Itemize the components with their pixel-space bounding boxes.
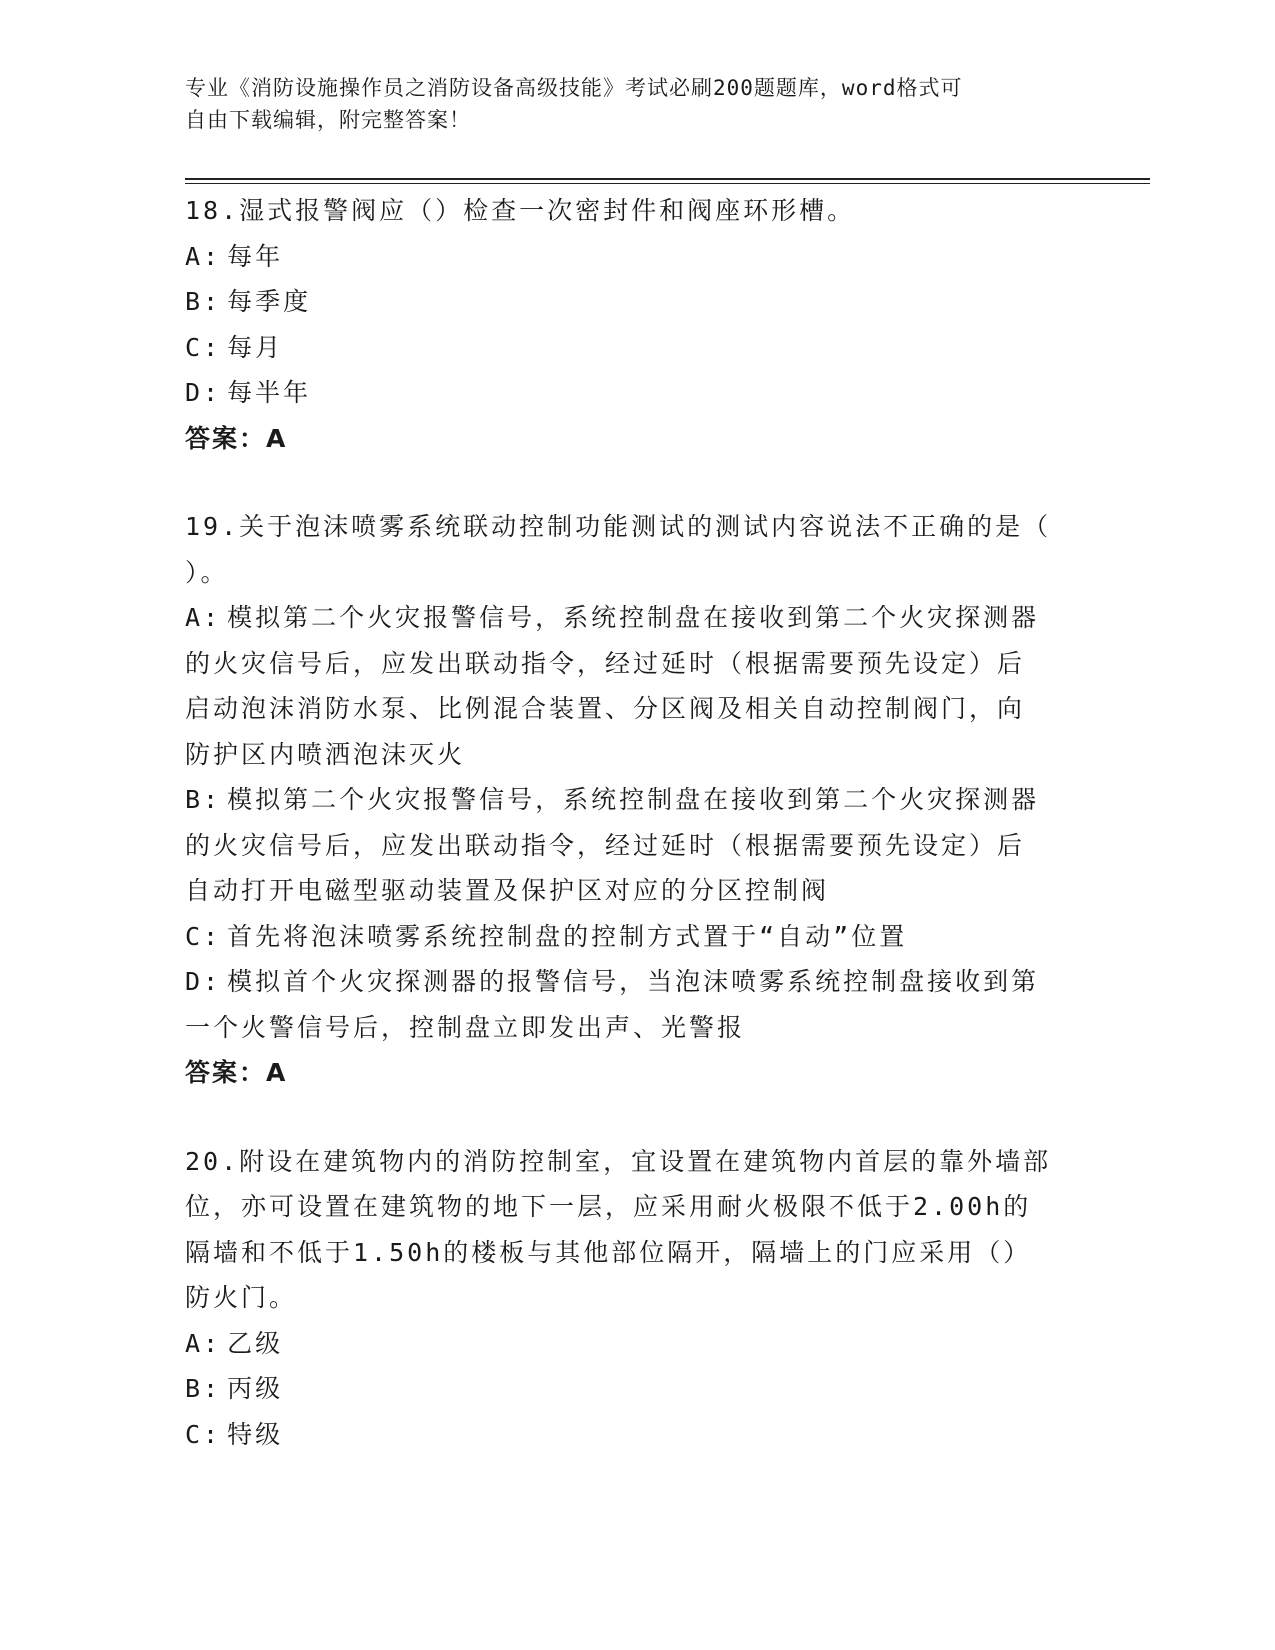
option-label: C:: [185, 921, 222, 951]
option-text: 每月: [227, 332, 284, 362]
option-line: [185, 1321, 1065, 1367]
question-stem-line: ）。: [185, 557, 229, 587]
option-line: [185, 641, 1065, 687]
option-label: B:: [185, 1374, 222, 1403]
option-label: A:: [185, 603, 222, 632]
option-label: C:: [185, 332, 222, 362]
header-title-line: 专业《消防设施操作员之消防设备高级技能》考试必刷200题题库，word格式可: [185, 76, 963, 100]
option-line: [185, 732, 1065, 778]
option-line: [185, 279, 1065, 325]
option-label: B:: [185, 287, 222, 316]
question-stem-line: 位，亦可设置在建筑物的地下一层，应采用耐火极限不低于2.00h的: [185, 1192, 1032, 1221]
answer-line: 答案：A: [185, 423, 288, 453]
option-text: 每年: [227, 241, 284, 271]
option-line: [185, 595, 1065, 641]
option-text: 启动泡沫消防水泵、比例混合装置、分区阀及相关自动控制阀门，向: [185, 694, 1026, 723]
option-text: 丙级: [227, 1374, 284, 1403]
option-line: [185, 325, 1065, 371]
option-label: A:: [185, 1328, 222, 1358]
question-stem-line: 防火门。: [185, 1283, 298, 1312]
option-line: [185, 370, 1065, 416]
question-list: [185, 188, 1065, 1457]
header-divider: [185, 178, 1150, 180]
question-stem-line: 隔墙和不低于1.50h的楼板与其他部位隔开，隔墙上的门应采用（）: [185, 1237, 1032, 1267]
option-line: [185, 914, 1065, 960]
option-line: [185, 1366, 1065, 1412]
option-label: B:: [185, 785, 222, 814]
option-line: [185, 686, 1065, 732]
question-stem-line: 20.附设在建筑物内的消防控制室，宜设置在建筑物内首层的靠外墙部: [185, 1146, 1052, 1176]
question-block: [185, 188, 1065, 461]
answer-line: 答案：A: [185, 1058, 288, 1087]
option-label: C:: [185, 1419, 222, 1449]
option-text: 的火灾信号后，应发出联动指令，经过延时（根据需要预先设定）后: [185, 830, 1026, 860]
header-title-line: 自由下载编辑，附完整答案！: [185, 108, 471, 132]
option-line: [185, 959, 1065, 1005]
option-line: [185, 823, 1065, 869]
option-text: 特级: [227, 1419, 284, 1449]
option-text: 乙级: [227, 1328, 284, 1358]
question-stem-line: 18.湿式报警阀应（）检查一次密封件和阀座环形槽。: [185, 196, 856, 225]
header-divider-thin: [185, 183, 1150, 184]
option-line: [185, 1412, 1065, 1458]
option-text: 每半年: [227, 378, 312, 407]
option-label: A:: [185, 241, 222, 271]
option-line: [185, 1005, 1065, 1051]
option-label: D:: [185, 378, 222, 407]
option-text: 的火灾信号后，应发出联动指令，经过延时（根据需要预先设定）后: [185, 648, 1026, 678]
option-text: 自动打开电磁型驱动装置及保护区对应的分区控制阀: [185, 876, 830, 905]
option-text: 首先将泡沫喷雾系统控制盘的控制方式置于“自动”位置: [227, 921, 908, 951]
option-text: 模拟首个火灾探测器的报警信号，当泡沫喷雾系统控制盘接收到第: [227, 967, 1040, 996]
question-block: [185, 1139, 1065, 1458]
question-stem-line: 19.关于泡沫喷雾系统联动控制功能测试的测试内容说法不正确的是（: [185, 512, 1052, 541]
option-line: [185, 234, 1065, 280]
option-text: 防护区内喷洒泡沫灭火: [185, 739, 466, 769]
option-text: 模拟第二个火灾报警信号，系统控制盘在接收到第二个火灾探测器: [227, 603, 1040, 632]
option-text: 一个火警信号后，控制盘立即发出声、光警报: [185, 1012, 746, 1042]
option-line: [185, 868, 1065, 914]
option-text: 模拟第二个火灾报警信号，系统控制盘在接收到第二个火灾探测器: [227, 785, 1040, 814]
option-label: D:: [185, 967, 222, 996]
question-block: [185, 504, 1065, 1096]
document-header: [185, 72, 1065, 136]
option-text: 每季度: [227, 287, 312, 316]
option-line: [185, 777, 1065, 823]
